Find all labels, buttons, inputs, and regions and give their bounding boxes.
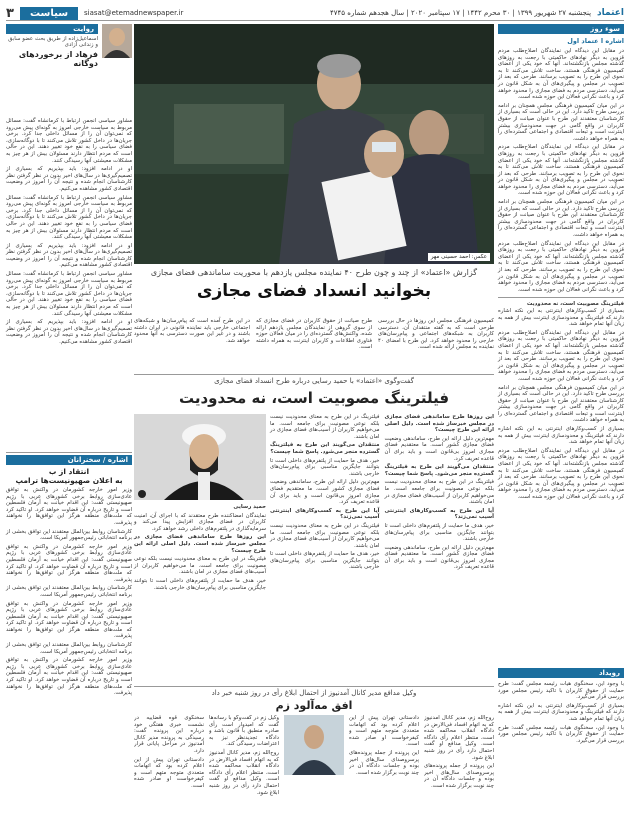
section-name: سیاست: [20, 7, 78, 20]
main-body-mid: طرح صیانت از حقوق کاربران در فضای مجازی که از سوی گروهی از نمایندگان مجلس یازدهم ارائه شده، واکنش‌های گسترده‌ای را در میان فعالان حوزه فناوری اطلاعات و کاربران اینترنت به همراه داشته است.: [256, 318, 372, 351]
portrait-photo: [102, 24, 132, 58]
bottom-col-1: روح‌الله زم، مدیر کانال آمدنیوز که به اتهام افساد فی‌الارض در دادگاه انقلاب محاکمه شده است، منتظر اعلام رأی دادگاه است. وکیل مدافع او گفت احتمال دارد رأی در روز شنبه ابلاغ شود. این پرونده از جمله پرونده‌های پرسروصدای سال‌های اخیر بوده و جلسات دادگاه آن در چند نوبت برگزار شده است.: [424, 715, 494, 789]
interview-headline: فیلترینگ مصوبیت است، نه محدودیت: [178, 389, 450, 407]
page-number: ۳: [6, 5, 14, 21]
parliament-photo-illustration: [134, 24, 494, 264]
main-headline-block: [134, 268, 494, 314]
left-small-head: اسماعیل‌زاده از طریق بحث عضو سابق و زندانی آزادی: [8, 36, 98, 48]
photo-marker-icon: [138, 490, 146, 498]
right-bottom-column: [498, 668, 624, 814]
interview-bottom-text: حمید رسایی نمایندگان امضاکننده طرح معتقدند که با اجرای آن، امنیت کاربران در فضای مجازی افزایش پیدا می‌کند و سرمایه‌گذاری در پلتفرم‌های داخلی رشد خواهد کرد. این روزها طرح ساماندهی فضای مجازی در مجلس خبرساز شده است. دلیل اصلی ارائه این طرح چیست؟ فیلترینگ در این طرح به معنای محدودیت نیست بلکه نوعی مصونیت برای جامعه است. ما می‌خواهیم کاربران از آسیب‌های فضای مجازی در امان باشند. خیر، هدف ما حمایت از پلتفرم‌های داخلی است تا بتوانند جایگزین مناسبی برای پیام‌رسان‌های خارجی باشند.: [134, 504, 266, 591]
issue-date: پنجشنبه ۲۷ شهریور ۱۳۹۹ | ۳۰ محرم ۱۴۴۲ | ۱۷ سپتامبر ۲۰۲۰ | سال هجدهم شماره ۴۷۴۵: [330, 9, 592, 17]
left-title2: انتقاد از ب: [48, 467, 90, 476]
bottom-kicker: وکیل مدافع مدیر کانال آمدنیوز از احتمال ابلاغ رأی در روز شنبه خبر داد: [211, 689, 417, 697]
interview-kicker: گفت‌وگوی «اعتماد» با حمید رسایی درباره طرح انسداد فضای مجازی: [214, 377, 414, 385]
main-body-right: کمیسیون فرهنگی مجلس این روزها در حال بررسی طرحی است که به گفته منتقدان آن، دسترسی کاربران به شبکه‌های اجتماعی و پیام‌رسان‌های خارجی را محدود خواهد کرد. این طرح با امضای ۴۰ نماینده به مجلس ارائه شده است.: [378, 318, 494, 351]
cleric-portrait: [134, 414, 266, 500]
right-title: اشاره ا عتماد اول: [567, 37, 624, 45]
bottom-story: [134, 686, 494, 817]
main-kicker: گزارش «اعتماد» از چند و چون طرح ۴۰ نماینده مجلس یازدهم با محوریت ساماندهی فضای مجازی: [150, 268, 478, 277]
interview-headline-block: [134, 374, 494, 415]
left-body: مشاور سیاسی انجمن ارتباط با کرمانشاه گفت: مسائل مربوط به سیاست خارجی امروز به گونه‌ای پیش می‌رود که نمی‌توان آن را از مسائل داخلی جدا کرد. برخی جریان‌ها در داخل کشور تلاش می‌کنند تا با دوگانه‌سازی، فضای سیاسی را به نفع خود تغییر دهند. این در حالی است که مردم انتظار دارند مسئولان بیش از هر چیز به مشکلات معیشتی آنها رسیدگی کنند. او در ادامه افزود: باید بپذیریم که بسیاری از تصمیم‌گیری‌ها در سال‌های اخیر بدون در نظر گرفتن نظر کارشناسان انجام شده و نتیجه آن را امروز در وضعیت اقتصادی کشور مشاهده می‌کنیم. مشاور سیاسی انجمن ارتباط با کرمانشاه گفت: مسائل مربوط به سیاست خارجی امروز به گونه‌ای پیش می‌رود که نمی‌توان آن را از مسائل داخلی جدا کرد. برخی جریان‌ها در داخل کشور تلاش می‌کنند تا با دوگانه‌سازی، فضای سیاسی را به نفع خود تغییر دهند. این در حالی است که مردم انتظار دارند مسئولان بیش از هر چیز به مشکلات معیشتی آنها رسیدگی کنند. او در ادامه افزود: باید بپذیریم که بسیاری از تصمیم‌گیری‌ها در سال‌های اخیر بدون در نظر گرفتن نظر کارشناسان انجام شده و نتیجه آن را امروز در وضعیت اقتصادی کشور مشاهده می‌کنیم. مشاور سیاسی انجمن ارتباط با کرمانشاه گفت: مسائل مربوط به سیاست خارجی امروز به گونه‌ای پیش می‌رود که نمی‌توان آن را از مسائل داخلی جدا کرد. برخی جریان‌ها در داخل کشور تلاش می‌کنند تا با دوگانه‌سازی، فضای سیاسی را به نفع خود تغییر دهند. این در حالی است که مردم انتظار دارند مسئولان بیش از هر چیز به مشکلات معیشتی آنها رسیدگی کنند. او در ادامه افزود: باید بپذیریم که بسیاری از تصمیم‌گیری‌ها در سال‌های اخیر بدون در نظر گرفتن نظر کارشناسان انجام شده و نتیجه آن را امروز در وضعیت اقتصادی کشور مشاهده می‌کنیم.: [6, 118, 132, 345]
main-story-text: [134, 318, 494, 372]
photo-credit: عکس: احمد حسینی مهر: [428, 253, 490, 261]
interview-col-2: فیلترینگ در این طرح به معنای محدودیت نیست بلکه نوعی مصونیت برای جامعه است. ما می‌خواهیم کاربران از آسیب‌های فضای مجازی در امان باشند. منتقدان می‌گویند این طرح به فیلترینگ گسترده منجر می‌شود. پاسخ شما چیست؟ خیر، هدف ما حمایت از پلتفرم‌های داخلی است تا بتوانند جایگزین مناسبی برای پیام‌رسان‌های خارجی باشند. مهم‌ترین دلیل ارائه این طرح، ساماندهی وضعیت فضای مجازی کشور است. ما معتقدیم فضای مجازی امروز بی‌قانون است و باید برای آن قاعده تعریف کرد. آیا این طرح به کسب‌وکارهای اینترنتی آسیب نمی‌زند؟ فیلترینگ در این طرح به معنای محدودیت نیست بلکه نوعی مصونیت برای جامعه است. ما می‌خواهیم کاربران از آسیب‌های فضای مجازی در امان باشند. خیر، هدف ما حمایت از پلتفرم‌های داخلی است تا بتوانند جایگزین مناسبی برای پیام‌رسان‌های خارجی باشند.: [270, 414, 380, 571]
main-body-left: در این طرح آمده است که پیام‌رسان‌ها و شبکه‌های اجتماعی خارجی باید نماینده قانونی در ایران داشته باشند و در غیر این صورت دسترسی به آنها محدود خواهد شد.: [134, 318, 250, 344]
interview-left-text: [134, 504, 266, 682]
right-body4: با وجود این، سخنگوی هیات رئیسه مجلس گفت: طرح حمایت از حقوق کاربران با تاکید رئیس مجلس مورد بررسی قرار می‌گیرد. بسیاری از کسب‌وکارهای اینترنتی به این نکته اشاره دارند که فیلترینگ و محدودسازی اینترنت بیش از همه به زیان آنها تمام خواهد شد. با وجود این، سخنگوی هیات رئیسه مجلس گفت: طرح حمایت از حقوق کاربران با تاکید رئیس مجلس مورد بررسی قرار می‌گیرد.: [498, 681, 624, 744]
parliament-photo: [134, 24, 494, 264]
newspaper-logo: اعتماد: [597, 8, 624, 18]
bottom-col-2: دادستانی تهران پیش از این اعلام کرده بود که اتهامات متعددی متوجه متهم است و کیفرخواست او صادر شده است. این پرونده از جمله پرونده‌های پرسروصدای سال‌های اخیر بوده و جلسات دادگاه آن در چند نوبت برگزار شده است.: [349, 715, 419, 776]
left-kicker2: اشاره / سخنرانان: [6, 455, 132, 465]
section-email: siasat@etemadnewspaper.ir: [84, 9, 184, 17]
interview-photo: [134, 414, 266, 500]
right-kicker2: رویداد: [498, 668, 624, 678]
right-kicker: سوء‌ روز: [498, 24, 624, 34]
left-second-story: اشاره / سخنرانان انتقاد از ب به اعلان صهیونیست‌ها ترامپ وزیر امور خارجه کشورمان در واکنش به توافق عادی‌سازی روابط برخی کشورهای عربی با رژیم صهیونیستی گفت: این اقدام خیانت به آرمان فلسطین است و تاریخ درباره آن قضاوت خواهد کرد. او تاکید کرد که ملت‌های منطقه هرگز این توافق‌ها را نخواهند پذیرفت. کارشناسان روابط بین‌الملل معتقدند این توافق بخشی از برنامه انتخاباتی رئیس‌جمهور آمریکا است. وزیر امور خارجه کشورمان در واکنش به توافق عادی‌سازی روابط برخی کشورهای عربی با رژیم صهیونیستی گفت: این اقدام خیانت به آرمان فلسطین است و تاریخ درباره آن قضاوت خواهد کرد. او تاکید کرد که ملت‌های منطقه هرگز این توافق‌ها را نخواهند پذیرفت. کارشناسان روابط بین‌الملل معتقدند این توافق بخشی از برنامه انتخاباتی رئیس‌جمهور آمریکا است. وزیر امور خارجه کشورمان در واکنش به توافق عادی‌سازی روابط برخی کشورهای عربی با رژیم صهیونیستی گفت: این اقدام خیانت به آرمان فلسطین است و تاریخ درباره آن قضاوت خواهد کرد. او تاکید کرد که ملت‌های منطقه هرگز این توافق‌ها را نخواهند پذیرفت. کارشناسان روابط بین‌الملل معتقدند این توافق بخشی از برنامه انتخاباتی رئیس‌جمهور آمریکا است. وزیر امور خارجه کشورمان در واکنش به توافق عادی‌سازی روابط برخی کشورهای عربی با رژیم صهیونیستی گفت: این اقدام خیانت به آرمان فلسطین است و تاریخ درباره آن قضاوت خواهد کرد. او تاکید کرد که ملت‌های منطقه هرگز این توافق‌ها را نخواهند پذیرفت.: [6, 452, 132, 817]
bottom-headline: افق مه‌آلود زم: [275, 699, 353, 712]
left-title: فرهاد از برخوردهای دوگانه: [18, 50, 98, 68]
bottom-col-4: سخنگوی قوه قضاییه در نشست خبری هفتگی خود درباره این پرونده گفت: رسیدگی به پرونده مدیر کانال آمدنیوز در مراحل پایانی قرار دارد. دادستانی تهران پیش از این اعلام کرده بود که اتهامات متعددی متوجه متهم است و کیفرخواست او صادر شده است.: [134, 715, 204, 789]
interview-col-1: این روزها طرح ساماندهی فضای مجازی در مجلس خبرساز شده است. دلیل اصلی ارائه این طرح چیست؟ مهم‌ترین دلیل ارائه این طرح، ساماندهی وضعیت فضای مجازی کشور است. ما معتقدیم فضای مجازی امروز بی‌قانون است و باید برای آن قاعده تعریف کرد. منتقدان می‌گویند این طرح به فیلترینگ گسترده منجر می‌شود. پاسخ شما چیست؟ فیلترینگ در این طرح به معنای محدودیت نیست بلکه نوعی مصونیت برای جامعه است. ما می‌خواهیم کاربران از آسیب‌های فضای مجازی در امان باشند. آیا این طرح به کسب‌وکارهای اینترنتی آسیب نمی‌زند؟ خیر، هدف ما حمایت از پلتفرم‌های داخلی است تا بتوانند جایگزین مناسبی برای پیام‌رسان‌های خارجی باشند. مهم‌ترین دلیل ارائه این طرح، ساماندهی وضعیت فضای مجازی کشور است. ما معتقدیم فضای مجازی امروز بی‌قانون است و باید برای آن قاعده تعریف کرد.: [384, 414, 494, 571]
left-kicker: روایت: [6, 24, 98, 34]
right-quote: فیلترینگ مصوبیت است، نه محدودیت: [526, 301, 624, 308]
right-body3: بسیاری از کسب‌وکارهای اینترنتی به این نکته اشاره دارند که فیلترینگ و محدودسازی اینترنت بیش از همه به زیان آنها تمام خواهد شد. در مقابل این دیدگاه این نمایندگان اصلاح‌طلب مردم قزوین به دیگر نهادهای حاکمیتی با رجعت به روزهای گذشته مجلس بازنگشته‌اند. آنها که خود یکی از اعضای کمیسیون فرهنگی هستند، ساخت تلاش می‌کنند تا به نحوی این طرح را به تصویب برسانند. طرحی که بعد از تصویب در مجلس و پیگیری‌های آن به شکل قانون در می‌آید، دسترسی مردم به فضای مجازی را محدود خواهد کرد و باعث نگرانی فعالان این حوزه شده است. در این میان کمیسیون فرهنگی مجلس همچنان بر ادامه بررسی طرح تاکید دارد. این در حالی است که بسیاری از کارشناسان معتقدند این طرح با عنوان صیانت از حقوق کاربران در واقع گامی در جهت محدودسازی بیشتر اینترنت است و تبعات اقتصادی و اجتماعی گسترده‌ای را به همراه خواهد داشت. بسیاری از کسب‌وکارهای اینترنتی به این نکته اشاره دارند که فیلترینگ و محدودسازی اینترنت بیش از همه به زیان آنها تمام خواهد شد. در مقابل این دیدگاه این نمایندگان اصلاح‌طلب مردم قزوین به دیگر نهادهای حاکمیتی با رجعت به روزهای گذشته مجلس بازنگشته‌اند. آنها که خود یکی از اعضای کمیسیون فرهنگی هستند، ساخت تلاش می‌کنند تا به نحوی این طرح را به تصویب برسانند. طرحی که بعد از تصویب در مجلس و پیگیری‌های آن به شکل قانون در می‌آید، دسترسی مردم به فضای مجازی را محدود خواهد کرد و باعث نگرانی فعالان این حوزه شده است.: [498, 307, 624, 500]
interview-text: [270, 414, 494, 682]
page-header: [6, 6, 624, 21]
left-top-story: [6, 24, 132, 116]
right-body: در مقابل این دیدگاه این نمایندگان اصلاح‌طلب مردم قزوین به دیگر نهادهای حاکمیتی با رجعت به روزهای گذشته مجلس بازنگشته‌اند. آنها که خود یکی از اعضای کمیسیون فرهنگی هستند، ساخت تلاش می‌کنند تا به نحوی این طرح را به تصویب برسانند. طرحی که بعد از تصویب در مجلس و پیگیری‌های آن به شکل قانون در می‌آید، دسترسی مردم به فضای مجازی را محدود خواهد کرد و باعث نگرانی فعالان این حوزه شده است. در این میان کمیسیون فرهنگی مجلس همچنان بر ادامه بررسی طرح تاکید دارد. این در حالی است که بسیاری از کارشناسان معتقدند این طرح با عنوان صیانت از حقوق کاربران در واقع گامی در جهت محدودسازی بیشتر اینترنت است و تبعات اقتصادی و اجتماعی گسترده‌ای را به همراه خواهد داشت. در مقابل این دیدگاه این نمایندگان اصلاح‌طلب مردم قزوین به دیگر نهادهای حاکمیتی با رجعت به روزهای گذشته مجلس بازنگشته‌اند. آنها که خود یکی از اعضای کمیسیون فرهنگی هستند، ساخت تلاش می‌کنند تا به نحوی این طرح را به تصویب برسانند. طرحی که بعد از تصویب در مجلس و پیگیری‌های آن به شکل قانون در می‌آید، دسترسی مردم به فضای مجازی را محدود خواهد کرد و باعث نگرانی فعالان این حوزه شده است. در این میان کمیسیون فرهنگی مجلس همچنان بر ادامه بررسی طرح تاکید دارد. این در حالی است که بسیاری از کارشناسان معتقدند این طرح با عنوان صیانت از حقوق کاربران در واقع گامی در جهت محدودسازی بیشتر اینترنت است و تبعات اقتصادی و اجتماعی گسترده‌ای را به همراه خواهد داشت. در مقابل این دیدگاه این نمایندگان اصلاح‌طلب مردم قزوین به دیگر نهادهای حاکمیتی با رجعت به روزهای گذشته مجلس بازنگشته‌اند. آنها که خود یکی از اعضای کمیسیون فرهنگی هستند، ساخت تلاش می‌کنند تا به نحوی این طرح را به تصویب برسانند. طرحی که بعد از تصویب در مجلس و پیگیری‌های آن به شکل قانون در می‌آید، دسترسی مردم به فضای مجازی را محدود خواهد کرد و باعث نگرانی فعالان این حوزه شده است.: [498, 48, 624, 293]
left-title3: به اعلان صهیونیست‌ها ترامپ: [15, 476, 123, 485]
bottom-photo: [284, 715, 344, 775]
bottom-col-3: وکیل زم در گفت‌وگو با رسانه‌ها گفت که امیدوار است رأی صادره منطبق با قانون باشد و دادگاه تجدیدنظر نیز به اعتراضات رسیدگی کند. روح‌الله زم، مدیر کانال آمدنیوز که به اتهام افساد فی‌الارض در دادگاه انقلاب محاکمه شده است، منتظر اعلام رأی دادگاه است. وکیل مدافع او گفت احتمال دارد رأی در روز شنبه ابلاغ شود.: [209, 715, 279, 796]
main-headline: بخوانید انسداد فضای مجازی: [196, 281, 432, 301]
right-column: [498, 24, 624, 664]
man-portrait-2: [284, 715, 344, 775]
man-portrait: [102, 24, 132, 58]
